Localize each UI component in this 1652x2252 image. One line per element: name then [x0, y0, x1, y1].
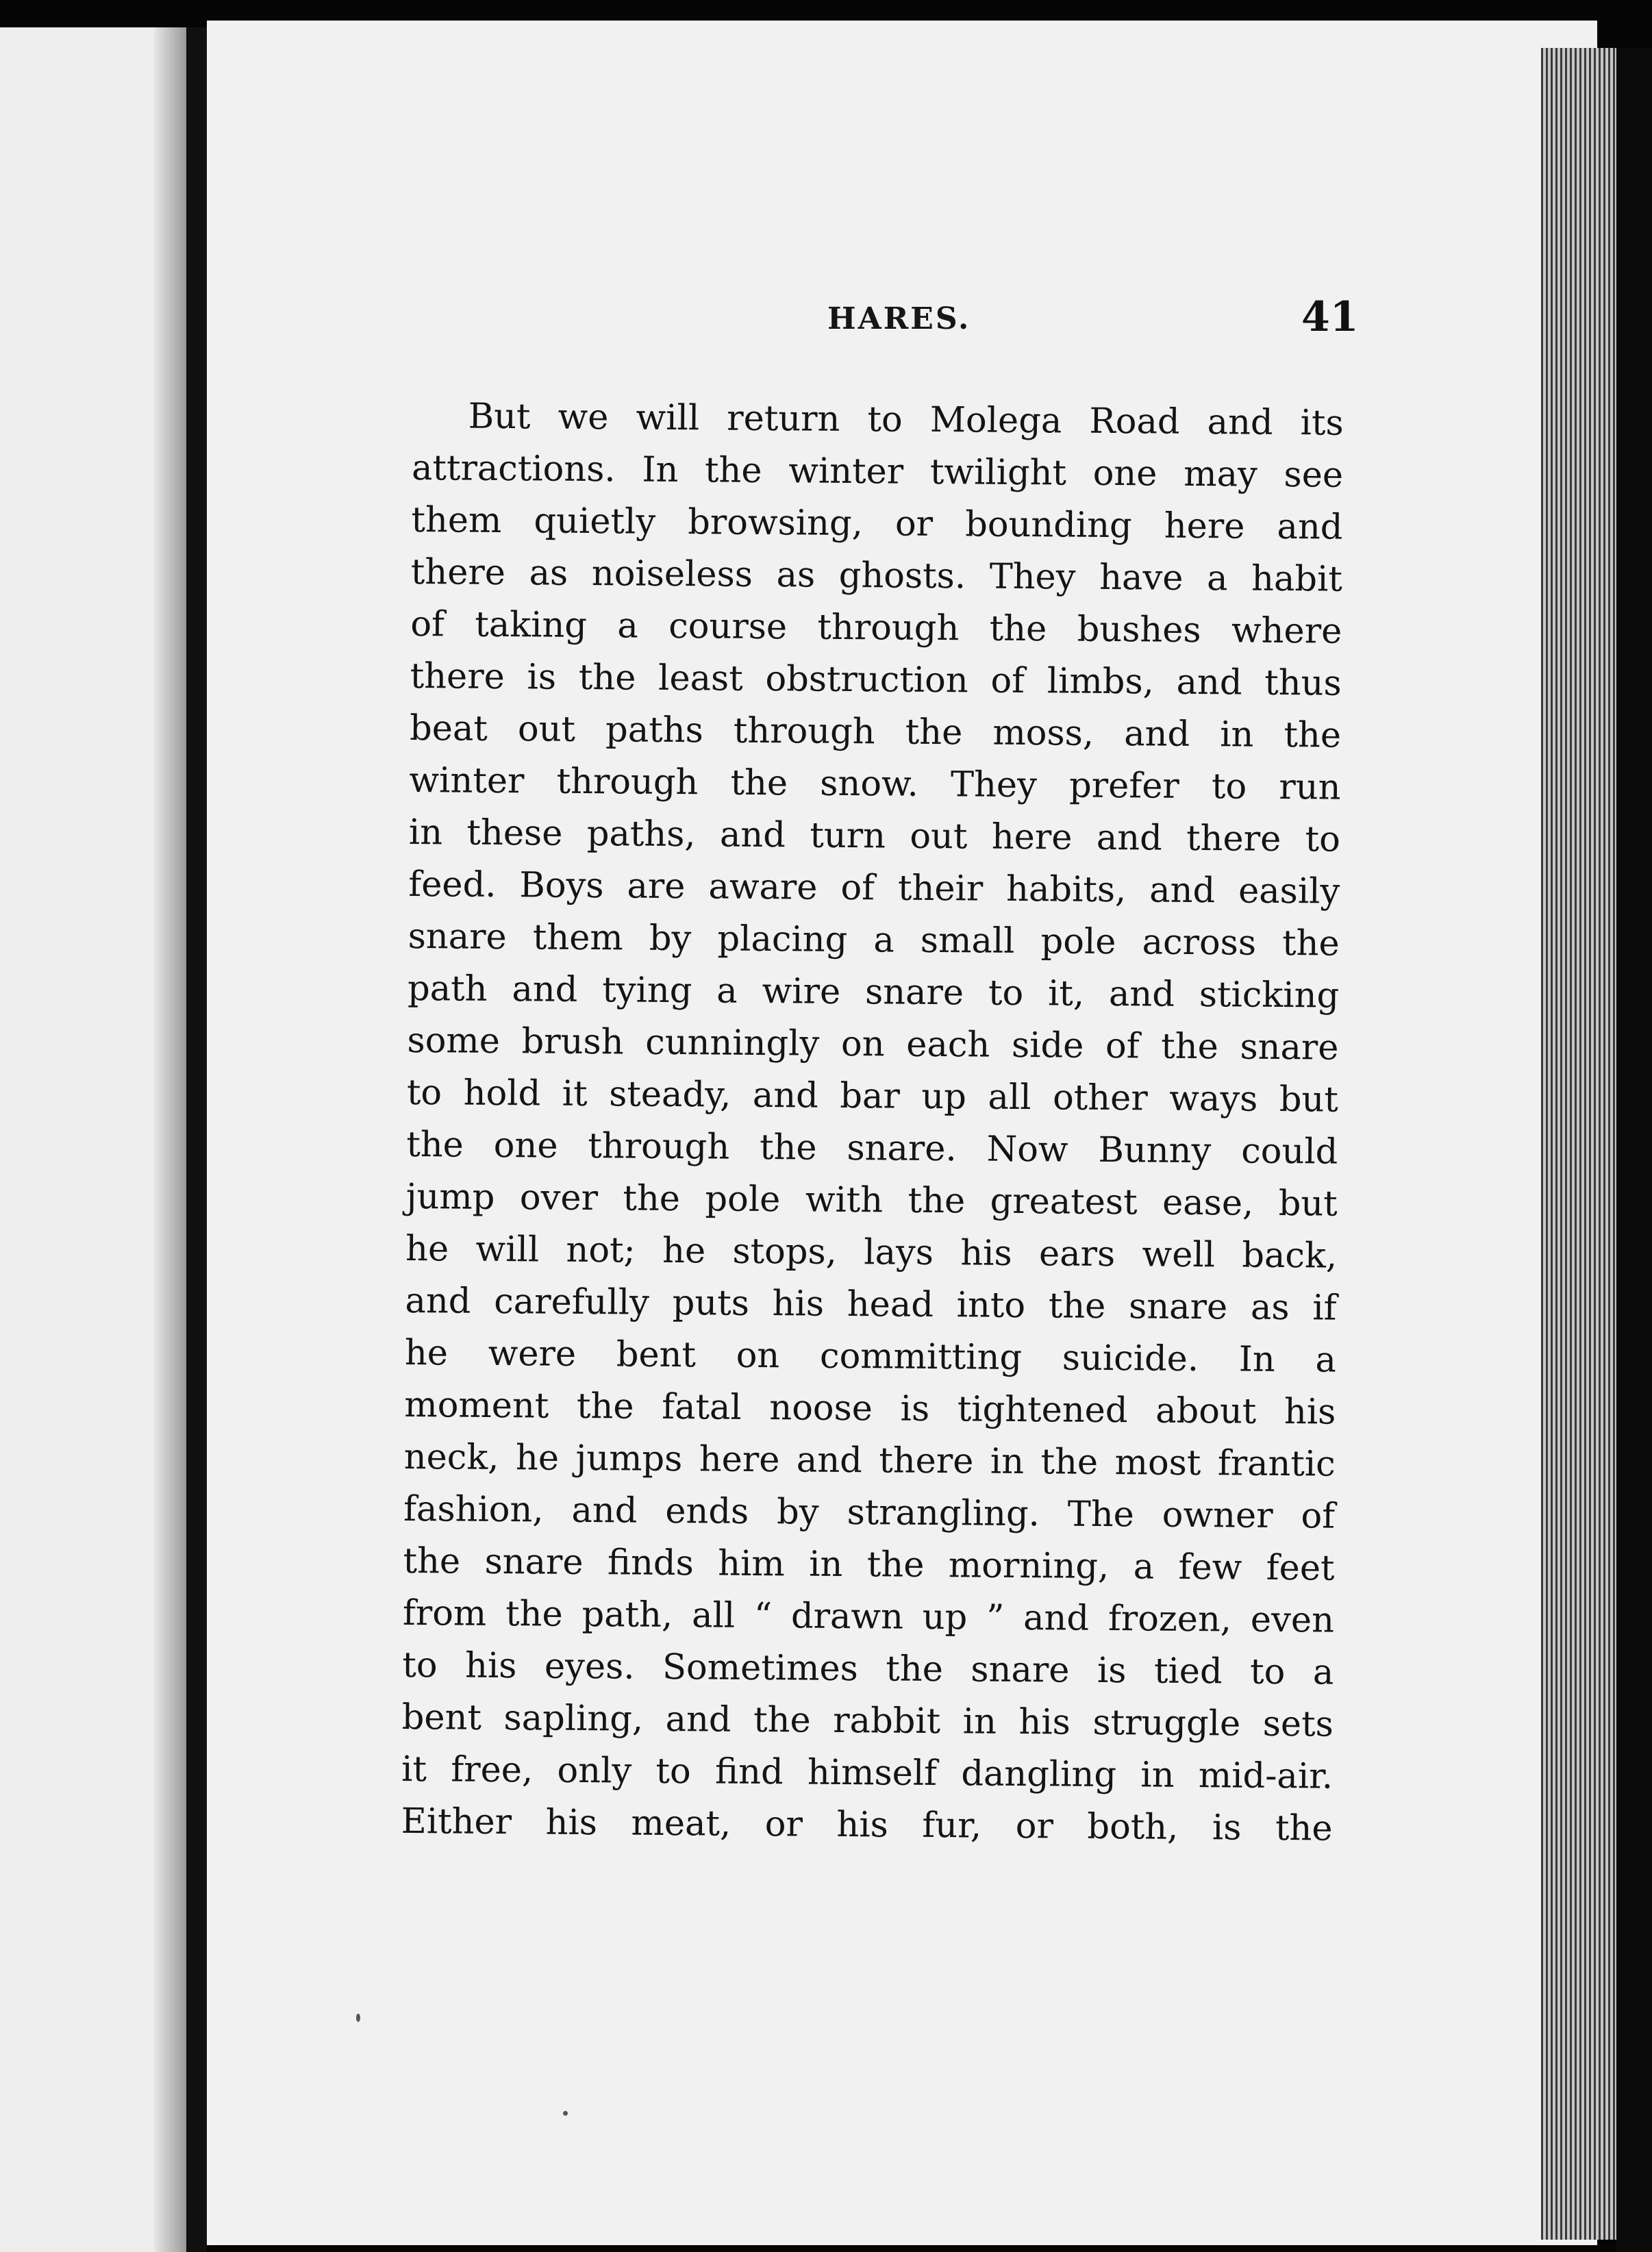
text-line: moment the fatal noose is tightened about his: [404, 1384, 1336, 1433]
text-line: snare them by placing a small pole across the: [408, 916, 1340, 964]
text-line: Either his meat, or his fur, or both, is the: [401, 1801, 1333, 1849]
scan-speck: [356, 2014, 360, 2022]
text-line: fashion, and ends by strangling. The owner of: [403, 1488, 1336, 1537]
text-line: feed. Boys are aware of their habits, and easily: [408, 864, 1340, 912]
text-line: some brush cunningly on each side of the snare: [407, 1020, 1339, 1068]
text-line: in these paths, and turn out here and there to: [408, 812, 1341, 860]
text-line: attractions. In the winter twilight one may see: [411, 447, 1344, 496]
scan-speck: [563, 2111, 568, 2116]
text-line: the snare finds him in the morning, a few feet: [403, 1540, 1335, 1589]
page-number: 41: [1301, 293, 1359, 341]
body-text: [401, 390, 1344, 1855]
running-title: HARES.: [827, 301, 971, 336]
text-line: it free, only to find himself dangling in mid-air.: [401, 1749, 1334, 1797]
text-line: and carefully puts his head into the snare as if: [405, 1280, 1337, 1329]
text-line: to his eyes. Sometimes the snare is tied to a: [402, 1644, 1334, 1693]
text-line: neck, he jumps here and there in the most frantic: [403, 1436, 1336, 1485]
page-edge-shadow: [1616, 48, 1652, 2252]
text-line: he were bent on committing suicide. In a: [404, 1332, 1337, 1381]
text-line: beat out paths through the moss, and in the: [409, 708, 1342, 756]
text-line: from the path, all “ drawn up ” and frozen, even: [402, 1592, 1335, 1641]
book-gutter: [186, 27, 207, 2252]
text-line: of taking a course through the bushes where: [410, 603, 1342, 652]
page-stack-edges: [1541, 48, 1616, 2240]
text-line: there is the least obstruction of limbs, and thus: [410, 655, 1342, 704]
text-line: he will not; he stops, lays his ears well back,: [405, 1228, 1338, 1277]
text-line: them quietly browsing, or bounding here and: [411, 499, 1343, 548]
text-line: But we will return to Molega Road and its: [468, 396, 1344, 444]
text-line: jump over the pole with the greatest ease, but: [405, 1176, 1338, 1225]
text-line: there as noiseless as ghosts. They have a habit: [410, 551, 1343, 600]
text-line: bent sapling, and the rabbit in his struggle sets: [401, 1697, 1334, 1745]
text-line: path and tying a wire snare to it, and sticking: [407, 968, 1340, 1016]
text-line: to hold it steady, and bar up all other ways but: [406, 1072, 1339, 1121]
text-line: the one through the snare. Now Bunny could: [406, 1124, 1338, 1173]
text-line: winter through the snow. They prefer to run: [409, 760, 1341, 808]
left-page-shadow: [154, 27, 186, 2252]
